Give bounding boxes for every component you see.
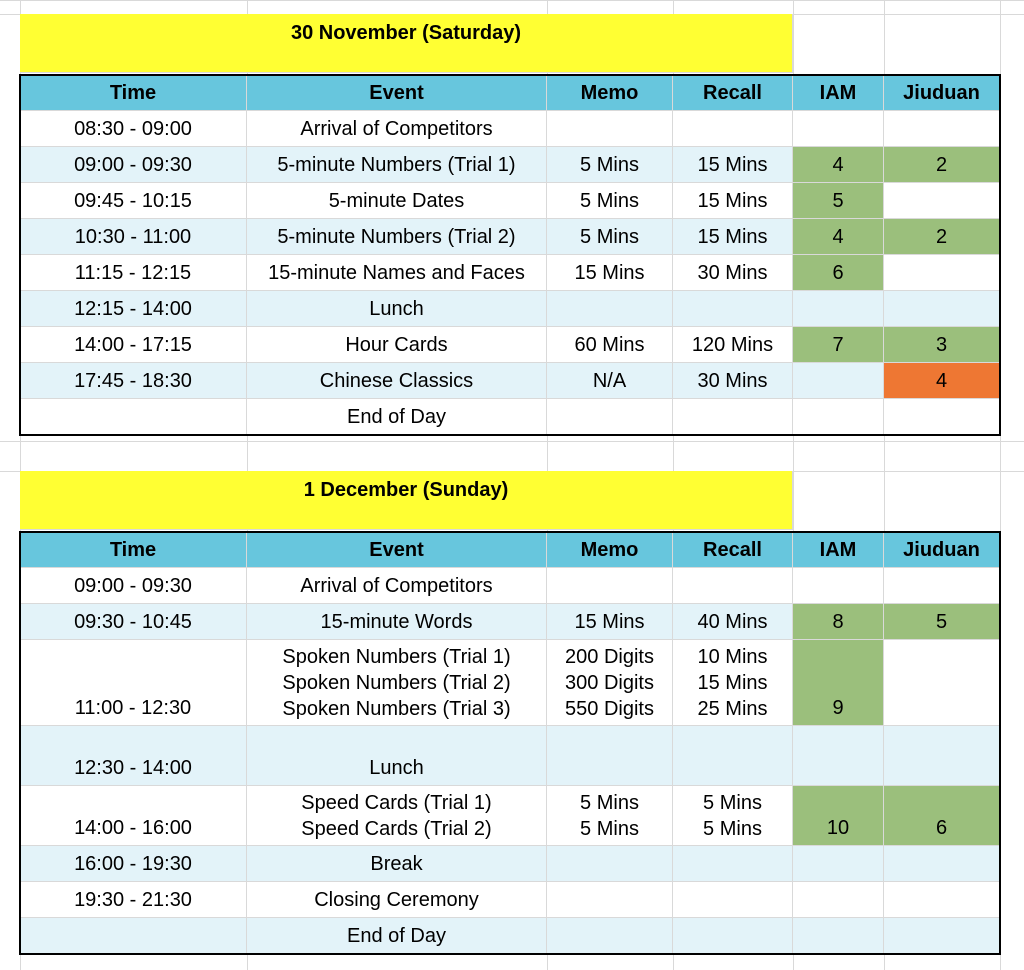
schedule-cell-event-line: Break <box>370 852 423 875</box>
schedule-cell-iam-text: 8 <box>832 610 844 633</box>
column-header-iam[interactable] <box>793 75 884 111</box>
schedule-cell-event[interactable] <box>247 111 547 147</box>
schedule-cell-event[interactable] <box>247 255 547 291</box>
schedule-cell-jiuduan-text: 2 <box>935 153 948 176</box>
schedule-cell-iam-text: 7 <box>832 333 844 356</box>
schedule-cell-iam[interactable] <box>793 726 884 786</box>
schedule-cell-memo[interactable] <box>547 918 673 954</box>
schedule-cell-time[interactable] <box>20 183 247 219</box>
schedule-cell-event[interactable] <box>247 183 547 219</box>
schedule-cell-recall-line: 5 Mins <box>703 791 762 814</box>
schedule-cell-time[interactable] <box>20 291 247 327</box>
schedule-cell-time[interactable] <box>20 846 247 882</box>
schedule-cell-jiuduan[interactable] <box>884 846 1000 882</box>
schedule-cell-event[interactable] <box>247 399 547 435</box>
column-header-event-text: Event <box>369 81 424 104</box>
schedule-cell-memo[interactable] <box>547 363 673 399</box>
schedule-cell-event-line: Chinese Classics <box>319 369 474 392</box>
column-header-iam-text: IAM <box>819 81 857 104</box>
schedule-cell-iam[interactable] <box>793 568 884 604</box>
schedule-cell-recall[interactable] <box>673 183 793 219</box>
schedule-cell-jiuduan[interactable] <box>884 786 1000 846</box>
schedule-cell-event-line: Spoken Numbers (Trial 1) <box>282 645 511 668</box>
schedule-cell-event-line: 5-minute Dates <box>328 189 465 212</box>
schedule-cell-event[interactable] <box>247 219 547 255</box>
schedule-cell-memo[interactable] <box>547 399 673 435</box>
schedule-cell-recall[interactable] <box>673 604 793 640</box>
schedule-cell-time-text: 09:45 - 10:15 <box>74 189 192 212</box>
schedule-cell-recall[interactable] <box>673 327 793 363</box>
schedule-cell-event[interactable] <box>247 363 547 399</box>
schedule-cell-event[interactable] <box>247 726 547 786</box>
schedule-cell-event[interactable] <box>247 568 547 604</box>
schedule-cell-time-text: 12:15 - 14:00 <box>74 297 192 320</box>
schedule-cell-memo[interactable] <box>547 183 673 219</box>
schedule-cell-iam[interactable] <box>793 291 884 327</box>
schedule-cell-time[interactable] <box>20 147 247 183</box>
schedule-cell-jiuduan[interactable] <box>884 219 1000 255</box>
schedule-cell-jiuduan[interactable] <box>884 327 1000 363</box>
schedule-cell-iam[interactable] <box>793 219 884 255</box>
schedule-cell-event-line: Spoken Numbers (Trial 2) <box>282 671 511 694</box>
schedule-cell-recall[interactable] <box>673 726 793 786</box>
schedule-cell-recall-line: 15 Mins <box>697 671 768 694</box>
schedule-cell-jiuduan[interactable] <box>884 640 1000 726</box>
schedule-cell-jiuduan[interactable] <box>884 147 1000 183</box>
schedule-cell-time[interactable] <box>20 882 247 918</box>
schedule-cell-event[interactable] <box>247 882 547 918</box>
column-header-memo-text: Memo <box>580 538 639 561</box>
schedule-cell-iam[interactable] <box>793 183 884 219</box>
column-header-time-text: Time <box>109 81 157 104</box>
schedule-cell-memo[interactable] <box>547 327 673 363</box>
schedule-cell-recall-line: 30 Mins <box>697 261 768 284</box>
schedule-cell-jiuduan[interactable] <box>884 568 1000 604</box>
day-title-text: 30 November (Saturday) <box>290 22 522 44</box>
schedule-cell-time[interactable] <box>20 568 247 604</box>
schedule-cell-iam[interactable] <box>793 882 884 918</box>
schedule-cell-time[interactable] <box>20 363 247 399</box>
schedule-cell-recall-line: 5 Mins <box>703 817 762 840</box>
schedule-cell-event[interactable] <box>247 846 547 882</box>
schedule-cell-time[interactable] <box>20 327 247 363</box>
schedule-cell-iam[interactable] <box>793 111 884 147</box>
schedule-cell-recall[interactable] <box>673 363 793 399</box>
schedule-cell-jiuduan[interactable] <box>884 363 1000 399</box>
column-header-memo[interactable] <box>547 532 673 568</box>
schedule-cell-jiuduan-text: 6 <box>935 817 948 839</box>
schedule-cell-recall-line: 30 Mins <box>697 369 768 392</box>
schedule-cell-recall-line: 10 Mins <box>697 645 768 668</box>
schedule-cell-time-text: 11:00 - 12:30 <box>74 697 192 719</box>
schedule-cell-time[interactable] <box>20 604 247 640</box>
schedule-cell-iam-text: 4 <box>832 225 844 248</box>
schedule-cell-iam-text: 6 <box>832 261 844 284</box>
schedule-cell-memo[interactable] <box>547 786 673 846</box>
schedule-cell-time[interactable] <box>20 399 247 435</box>
schedule-cell-iam[interactable] <box>793 363 884 399</box>
column-header-recall-text: Recall <box>703 538 762 561</box>
schedule-cell-jiuduan[interactable] <box>884 291 1000 327</box>
schedule-cell-iam[interactable] <box>793 846 884 882</box>
schedule-cell-time-text: 09:30 - 10:45 <box>74 610 192 633</box>
schedule-cell-time[interactable] <box>20 219 247 255</box>
schedule-cell-event-line: Hour Cards <box>345 333 448 356</box>
schedule-cell-memo[interactable] <box>547 255 673 291</box>
schedule-cell-recall-line: 25 Mins <box>697 697 768 720</box>
schedule-cell-recall[interactable] <box>673 111 793 147</box>
schedule-cell-time-text: 12:30 - 14:00 <box>74 757 192 779</box>
schedule-cell-iam-text: 9 <box>832 697 844 719</box>
sheet-gridline <box>1000 0 1001 970</box>
schedule-cell-jiuduan-text: 5 <box>935 610 948 633</box>
schedule-cell-jiuduan[interactable] <box>884 111 1000 147</box>
schedule-cell-recall[interactable] <box>673 846 793 882</box>
schedule-cell-time-text: 17:45 - 18:30 <box>74 369 192 392</box>
schedule-cell-recall[interactable] <box>673 882 793 918</box>
schedule-cell-event-line: Closing Ceremony <box>314 888 479 911</box>
day-title-text: 1 December (Sunday) <box>303 479 509 501</box>
schedule-cell-time-text: 10:30 - 11:00 <box>74 225 192 248</box>
column-header-time-text: Time <box>109 538 157 561</box>
schedule-cell-time-text: 09:00 - 09:30 <box>74 153 192 176</box>
column-header-event-text: Event <box>369 538 424 561</box>
schedule-cell-recall[interactable] <box>673 786 793 846</box>
schedule-cell-time[interactable] <box>20 255 247 291</box>
schedule-cell-time[interactable] <box>20 640 247 726</box>
schedule-cell-event-line: 15-minute Words <box>320 610 473 633</box>
schedule-cell-time-text: 08:30 - 09:00 <box>74 117 192 140</box>
schedule-cell-jiuduan[interactable] <box>884 255 1000 291</box>
schedule-cell-memo-line: 5 Mins <box>580 791 639 814</box>
schedule-cell-memo-line: 200 Digits <box>565 645 654 668</box>
schedule-cell-memo-line: 5 Mins <box>580 153 639 176</box>
schedule-cell-iam[interactable] <box>793 604 884 640</box>
schedule-cell-iam[interactable] <box>793 640 884 726</box>
schedule-cell-time[interactable] <box>20 786 247 846</box>
schedule-cell-recall[interactable] <box>673 918 793 954</box>
schedule-cell-time-text: 14:00 - 16:00 <box>74 817 192 839</box>
schedule-cell-iam[interactable] <box>793 399 884 435</box>
schedule-cell-event-line: Lunch <box>369 297 424 320</box>
schedule-cell-event-line: 15-minute Names and Faces <box>268 261 525 284</box>
column-header-time[interactable] <box>20 532 247 568</box>
schedule-cell-jiuduan-text: 4 <box>935 369 948 392</box>
schedule-cell-iam[interactable] <box>793 918 884 954</box>
schedule-cell-memo-line: N/A <box>592 369 627 392</box>
schedule-cell-iam[interactable] <box>793 147 884 183</box>
schedule-cell-event[interactable] <box>247 786 547 846</box>
schedule-cell-memo[interactable] <box>547 640 673 726</box>
sheet-gridline <box>0 441 1024 442</box>
schedule-cell-jiuduan[interactable] <box>884 882 1000 918</box>
schedule-cell-iam[interactable] <box>793 786 884 846</box>
schedule-cell-recall-line: 15 Mins <box>697 225 768 248</box>
schedule-cell-event[interactable] <box>247 604 547 640</box>
schedule-cell-memo[interactable] <box>547 726 673 786</box>
schedule-cell-recall-line: 40 Mins <box>697 610 768 633</box>
column-header-recall-text: Recall <box>703 81 762 104</box>
schedule-cell-event-line: End of Day <box>347 405 446 428</box>
schedule-cell-recall[interactable] <box>673 291 793 327</box>
column-header-jiuduan[interactable] <box>884 75 1000 111</box>
schedule-cell-memo[interactable] <box>547 568 673 604</box>
schedule-cell-time-text: 11:15 - 12:15 <box>74 261 192 284</box>
schedule-cell-event[interactable] <box>247 291 547 327</box>
schedule-cell-recall[interactable] <box>673 147 793 183</box>
schedule-cell-memo[interactable] <box>547 882 673 918</box>
schedule-cell-jiuduan-text: 3 <box>935 333 948 356</box>
schedule-cell-recall[interactable] <box>673 219 793 255</box>
column-header-jiuduan-text: Jiuduan <box>903 538 980 561</box>
schedule-cell-event[interactable] <box>247 918 547 954</box>
schedule-cell-recall[interactable] <box>673 640 793 726</box>
schedule-cell-memo[interactable] <box>547 147 673 183</box>
schedule-cell-memo[interactable] <box>547 846 673 882</box>
schedule-cell-event-line: End of Day <box>347 924 446 947</box>
schedule-cell-memo-line: 5 Mins <box>580 817 639 840</box>
schedule-cell-time-text: 19:30 - 21:30 <box>74 888 192 911</box>
sheet-gridline <box>0 0 1024 1</box>
schedule-cell-memo[interactable] <box>547 219 673 255</box>
column-header-event[interactable] <box>247 532 547 568</box>
schedule-cell-memo[interactable] <box>547 291 673 327</box>
schedule-cell-recall-line: 120 Mins <box>691 333 774 356</box>
schedule-cell-event-line: 5-minute Numbers (Trial 2) <box>277 225 516 248</box>
schedule-cell-event-line: Arrival of Competitors <box>300 117 493 140</box>
schedule-cell-event-line: Spoken Numbers (Trial 3) <box>282 697 511 720</box>
schedule-cell-jiuduan[interactable] <box>884 399 1000 435</box>
schedule-cell-time-text: 14:00 - 17:15 <box>74 333 192 356</box>
schedule-cell-memo-line: 60 Mins <box>574 333 645 356</box>
schedule-cell-iam-text: 10 <box>826 817 850 839</box>
schedule-cell-event-line: Speed Cards (Trial 2) <box>301 817 492 840</box>
column-header-time[interactable] <box>20 75 247 111</box>
schedule-cell-recall-line: 15 Mins <box>697 189 768 212</box>
schedule-cell-event-line: 5-minute Numbers (Trial 1) <box>277 153 516 176</box>
column-header-recall[interactable] <box>673 532 793 568</box>
column-header-jiuduan[interactable] <box>884 532 1000 568</box>
day-title <box>20 14 793 73</box>
schedule-cell-memo-line: 15 Mins <box>574 610 645 633</box>
schedule-cell-recall[interactable] <box>673 568 793 604</box>
schedule-cell-memo-line: 5 Mins <box>580 189 639 212</box>
column-header-event[interactable] <box>247 75 547 111</box>
schedule-cell-jiuduan[interactable] <box>884 604 1000 640</box>
schedule-cell-time[interactable] <box>20 918 247 954</box>
schedule-cell-memo-line: 300 Digits <box>565 671 654 694</box>
column-header-memo-text: Memo <box>580 81 639 104</box>
schedule-cell-event[interactable] <box>247 640 547 726</box>
column-header-memo[interactable] <box>547 75 673 111</box>
column-header-jiuduan-text: Jiuduan <box>903 81 980 104</box>
schedule-cell-iam[interactable] <box>793 327 884 363</box>
schedule-cell-time[interactable] <box>20 726 247 786</box>
column-header-iam[interactable] <box>793 532 884 568</box>
schedule-cell-recall[interactable] <box>673 255 793 291</box>
schedule-cell-jiuduan[interactable] <box>884 918 1000 954</box>
schedule-cell-time-text: 16:00 - 19:30 <box>74 852 192 875</box>
schedule-cell-recall-line: 15 Mins <box>697 153 768 176</box>
schedule-cell-event[interactable] <box>247 147 547 183</box>
schedule-cell-event-line: Arrival of Competitors <box>300 574 493 597</box>
schedule-cell-memo-line: 550 Digits <box>565 697 654 720</box>
column-header-recall[interactable] <box>673 75 793 111</box>
schedule-cell-event-line: Speed Cards (Trial 1) <box>301 791 492 814</box>
schedule-cell-time[interactable] <box>20 111 247 147</box>
schedule-cell-iam-text: 5 <box>832 189 844 212</box>
schedule-cell-event[interactable] <box>247 327 547 363</box>
schedule-cell-jiuduan[interactable] <box>884 726 1000 786</box>
schedule-cell-memo[interactable] <box>547 604 673 640</box>
schedule-cell-time-text: 09:00 - 09:30 <box>74 574 192 597</box>
column-header-iam-text: IAM <box>819 538 857 561</box>
day-title <box>20 471 793 530</box>
schedule-cell-memo[interactable] <box>547 111 673 147</box>
schedule-cell-event-line: Lunch <box>369 757 424 779</box>
schedule-cell-jiuduan-text: 2 <box>935 225 948 248</box>
schedule-cell-iam[interactable] <box>793 255 884 291</box>
schedule-cell-recall[interactable] <box>673 399 793 435</box>
schedule-cell-iam-text: 4 <box>832 153 844 176</box>
schedule-cell-memo-line: 5 Mins <box>580 225 639 248</box>
schedule-cell-jiuduan[interactable] <box>884 183 1000 219</box>
schedule-cell-memo-line: 15 Mins <box>574 261 645 284</box>
